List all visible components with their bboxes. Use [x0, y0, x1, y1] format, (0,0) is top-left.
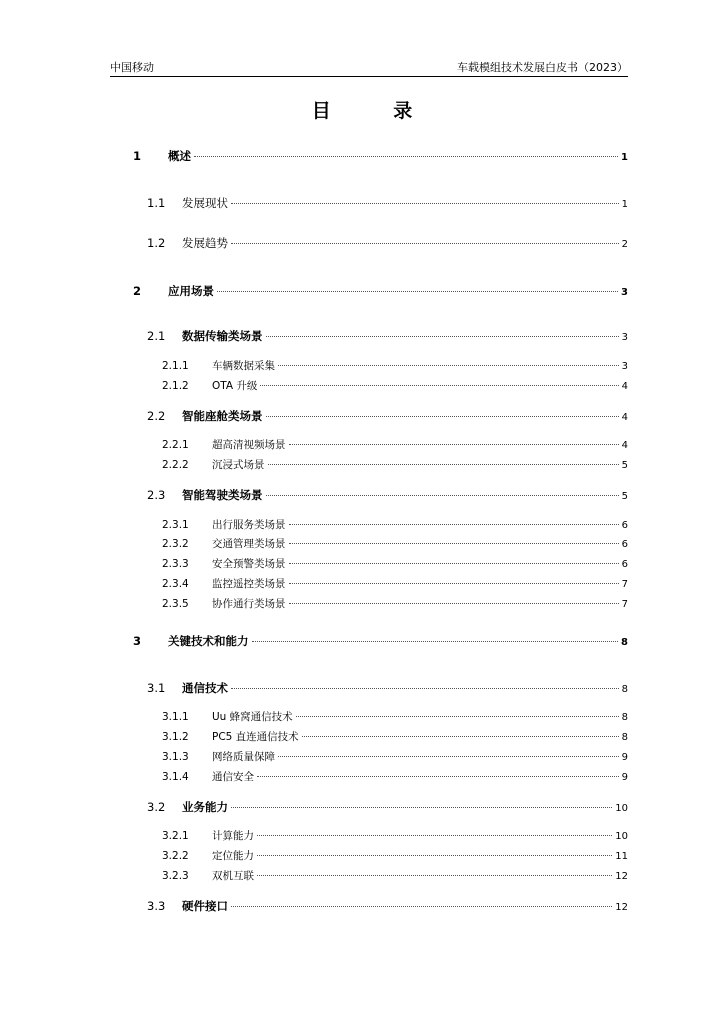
toc-entry-page-number: 12: [615, 902, 628, 913]
toc-entry-label: Uu 蜂窝通信技术: [212, 711, 293, 723]
toc-leader-dots: [289, 444, 619, 445]
toc-entry[interactable]: [133, 283, 628, 299]
toc-entry[interactable]: [147, 235, 628, 251]
toc-leader-dots: [257, 855, 612, 856]
toc-entry-page-number: 4: [621, 412, 628, 423]
toc-entry-number: 3.1: [147, 681, 166, 695]
toc-entry-number: 3.3: [147, 899, 166, 913]
toc-entry-number: 2.3.2: [162, 538, 189, 550]
toc-entry-page-number: 7: [621, 599, 628, 610]
toc-entry[interactable]: [162, 457, 628, 473]
toc-entry-number: 2: [133, 284, 142, 298]
toc-entry-label: OTA 升级: [212, 380, 258, 392]
toc-entry-label: 发展趋势: [182, 236, 228, 250]
toc-entry-number: 2.2.1: [162, 439, 189, 451]
toc-entry-number: 2.1.1: [162, 360, 189, 372]
toc-entry-label: 计算能力: [212, 830, 254, 842]
toc-entry-number: 3.1.3: [162, 751, 189, 763]
toc-entry-label: 硬件接口: [182, 899, 228, 913]
toc-entry-number: 3.2.2: [162, 850, 189, 862]
toc-entry-number: 1.1: [147, 196, 166, 210]
toc-entry[interactable]: [162, 517, 628, 533]
toc-leader-dots: [289, 603, 619, 604]
toc-entry-page-number: 3: [621, 287, 628, 298]
toc-entry[interactable]: [133, 633, 628, 649]
toc-entry-page-number: 11: [615, 851, 628, 862]
toc-leader-dots: [278, 365, 619, 366]
toc-entry[interactable]: [162, 749, 628, 765]
toc-entry-page-number: 9: [621, 772, 628, 783]
toc-entry-label: 定位能力: [212, 850, 254, 862]
toc-leader-dots: [231, 243, 619, 244]
toc-entry-label: 安全预警类场景: [212, 558, 286, 570]
toc-leader-dots: [257, 776, 619, 777]
toc-entry-page-number: 4: [621, 440, 628, 451]
toc-entry-label: 应用场景: [168, 284, 214, 298]
toc-entry-page-number: 8: [621, 684, 628, 695]
toc-entry-page-number: 3: [621, 361, 628, 372]
toc-leader-dots: [278, 756, 619, 757]
toc-entry-number: 3.1.1: [162, 711, 189, 723]
toc-entry-label: 智能驾驶类场景: [182, 488, 263, 502]
toc-leader-dots: [289, 583, 619, 584]
toc-entry-page-number: 4: [621, 381, 628, 392]
toc-entry-page-number: 1: [621, 152, 628, 163]
toc-entry-number: 2.2: [147, 409, 166, 423]
toc-entry-number: 3.2.1: [162, 830, 189, 842]
toc-entry-page-number: 8: [621, 712, 628, 723]
toc-leader-dots: [296, 716, 619, 717]
toc-entry[interactable]: [162, 848, 628, 864]
toc-leader-dots: [194, 156, 618, 157]
toc-entry[interactable]: [162, 709, 628, 725]
toc-entry-label: 车辆数据采集: [212, 360, 275, 372]
toc-leader-dots: [257, 875, 612, 876]
toc-entry[interactable]: [162, 536, 628, 552]
toc-entry-page-number: 6: [621, 520, 628, 531]
toc-entry[interactable]: [147, 408, 628, 424]
toc-entry-label: 网络质量保障: [212, 751, 275, 763]
toc-entry-number: 3.1.2: [162, 731, 189, 743]
toc-leader-dots: [217, 291, 618, 292]
toc-entry-page-number: 5: [621, 491, 628, 502]
toc-entry-label: 协作通行类场景: [212, 598, 286, 610]
toc-entry[interactable]: [162, 378, 628, 394]
toc-entry[interactable]: [162, 358, 628, 374]
toc-entry-number: 3.2: [147, 800, 166, 814]
toc-entry-number: 3: [133, 634, 142, 648]
toc-entry-number: 2.3.4: [162, 578, 189, 590]
toc-entry[interactable]: [162, 769, 628, 785]
toc-entry[interactable]: [147, 328, 628, 344]
toc-leader-dots: [231, 688, 619, 689]
toc-leader-dots: [266, 495, 619, 496]
toc-entry-number: 1: [133, 149, 142, 163]
toc-entry-page-number: 6: [621, 539, 628, 550]
toc-entry-number: 2.3.1: [162, 519, 189, 531]
toc-entry-label: 发展现状: [182, 196, 228, 210]
toc-entry[interactable]: [162, 556, 628, 572]
toc-entry-label: PC5 直连通信技术: [212, 731, 299, 743]
toc-entry[interactable]: [147, 799, 628, 815]
toc-entry-page-number: 5: [621, 460, 628, 471]
toc-entry-number: 1.2: [147, 236, 166, 250]
toc-leader-dots: [289, 524, 619, 525]
toc-entry-page-number: 10: [615, 831, 628, 842]
toc-entry-page-number: 2: [621, 239, 628, 250]
page-title: 目 录: [311, 100, 441, 122]
toc-entry-label: 关键技术和能力: [168, 634, 249, 648]
toc-entry-label: 通信技术: [182, 681, 228, 695]
toc-entry-label: 智能座舱类场景: [182, 409, 263, 423]
toc-entry[interactable]: [162, 828, 628, 844]
toc-entry[interactable]: [133, 148, 628, 164]
toc-leader-dots: [260, 385, 618, 386]
toc-entry-number: 2.3.5: [162, 598, 189, 610]
toc-entry-page-number: 8: [621, 732, 628, 743]
toc-entry[interactable]: [147, 680, 628, 696]
header-document-title: 车载模组技术发展白皮书（2023）: [457, 61, 628, 74]
toc-entry[interactable]: [147, 195, 628, 211]
toc-entry-label: 业务能力: [182, 800, 228, 814]
toc-entry-label: 数据传输类场景: [182, 329, 263, 343]
toc-entry-page-number: 1: [621, 199, 628, 210]
toc-entry-page-number: 9: [621, 752, 628, 763]
toc-entry[interactable]: [162, 868, 628, 884]
toc-entry[interactable]: [162, 596, 628, 612]
toc-entry-number: 2.1.2: [162, 380, 189, 392]
toc-leader-dots: [231, 203, 619, 204]
toc-leader-dots: [302, 736, 619, 737]
toc-leader-dots: [266, 416, 619, 417]
toc-leader-dots: [231, 807, 612, 808]
toc-leader-dots: [257, 835, 612, 836]
toc-entry-label: 沉浸式场景: [212, 459, 265, 471]
toc-leader-dots: [252, 641, 619, 642]
toc-entry-label: 通信安全: [212, 771, 254, 783]
toc-entry-label: 出行服务类场景: [212, 519, 286, 531]
toc-entry-page-number: 8: [621, 637, 628, 648]
toc-entry-page-number: 3: [621, 332, 628, 343]
toc-entry-label: 超高清视频场景: [212, 439, 286, 451]
toc-entry[interactable]: [147, 898, 628, 914]
toc-entry[interactable]: [162, 729, 628, 745]
toc-entry[interactable]: [162, 437, 628, 453]
toc-entry-number: 2.1: [147, 329, 166, 343]
toc-leader-dots: [266, 336, 619, 337]
toc-entry-label: 概述: [168, 149, 191, 163]
toc-entry-page-number: 12: [615, 871, 628, 882]
toc-leader-dots: [268, 464, 619, 465]
toc-entry-number: 2.3.3: [162, 558, 189, 570]
toc-entry-page-number: 7: [621, 579, 628, 590]
toc-entry-label: 监控遥控类场景: [212, 578, 286, 590]
toc-leader-dots: [289, 563, 619, 564]
toc-leader-dots: [289, 543, 619, 544]
toc-entry-page-number: 10: [615, 803, 628, 814]
toc-entry-number: 3.1.4: [162, 771, 189, 783]
toc-entry-label: 双机互联: [212, 870, 254, 882]
toc-entry-label: 交通管理类场景: [212, 538, 286, 550]
toc-leader-dots: [231, 906, 612, 907]
toc-entry[interactable]: [162, 576, 628, 592]
toc-entry-page-number: 6: [621, 559, 628, 570]
header-organization: 中国移动: [110, 61, 154, 74]
toc-entry-number: 3.2.3: [162, 870, 189, 882]
toc-entry-number: 2.2.2: [162, 459, 189, 471]
toc-entry-number: 2.3: [147, 488, 166, 502]
toc-entry[interactable]: [147, 487, 628, 503]
